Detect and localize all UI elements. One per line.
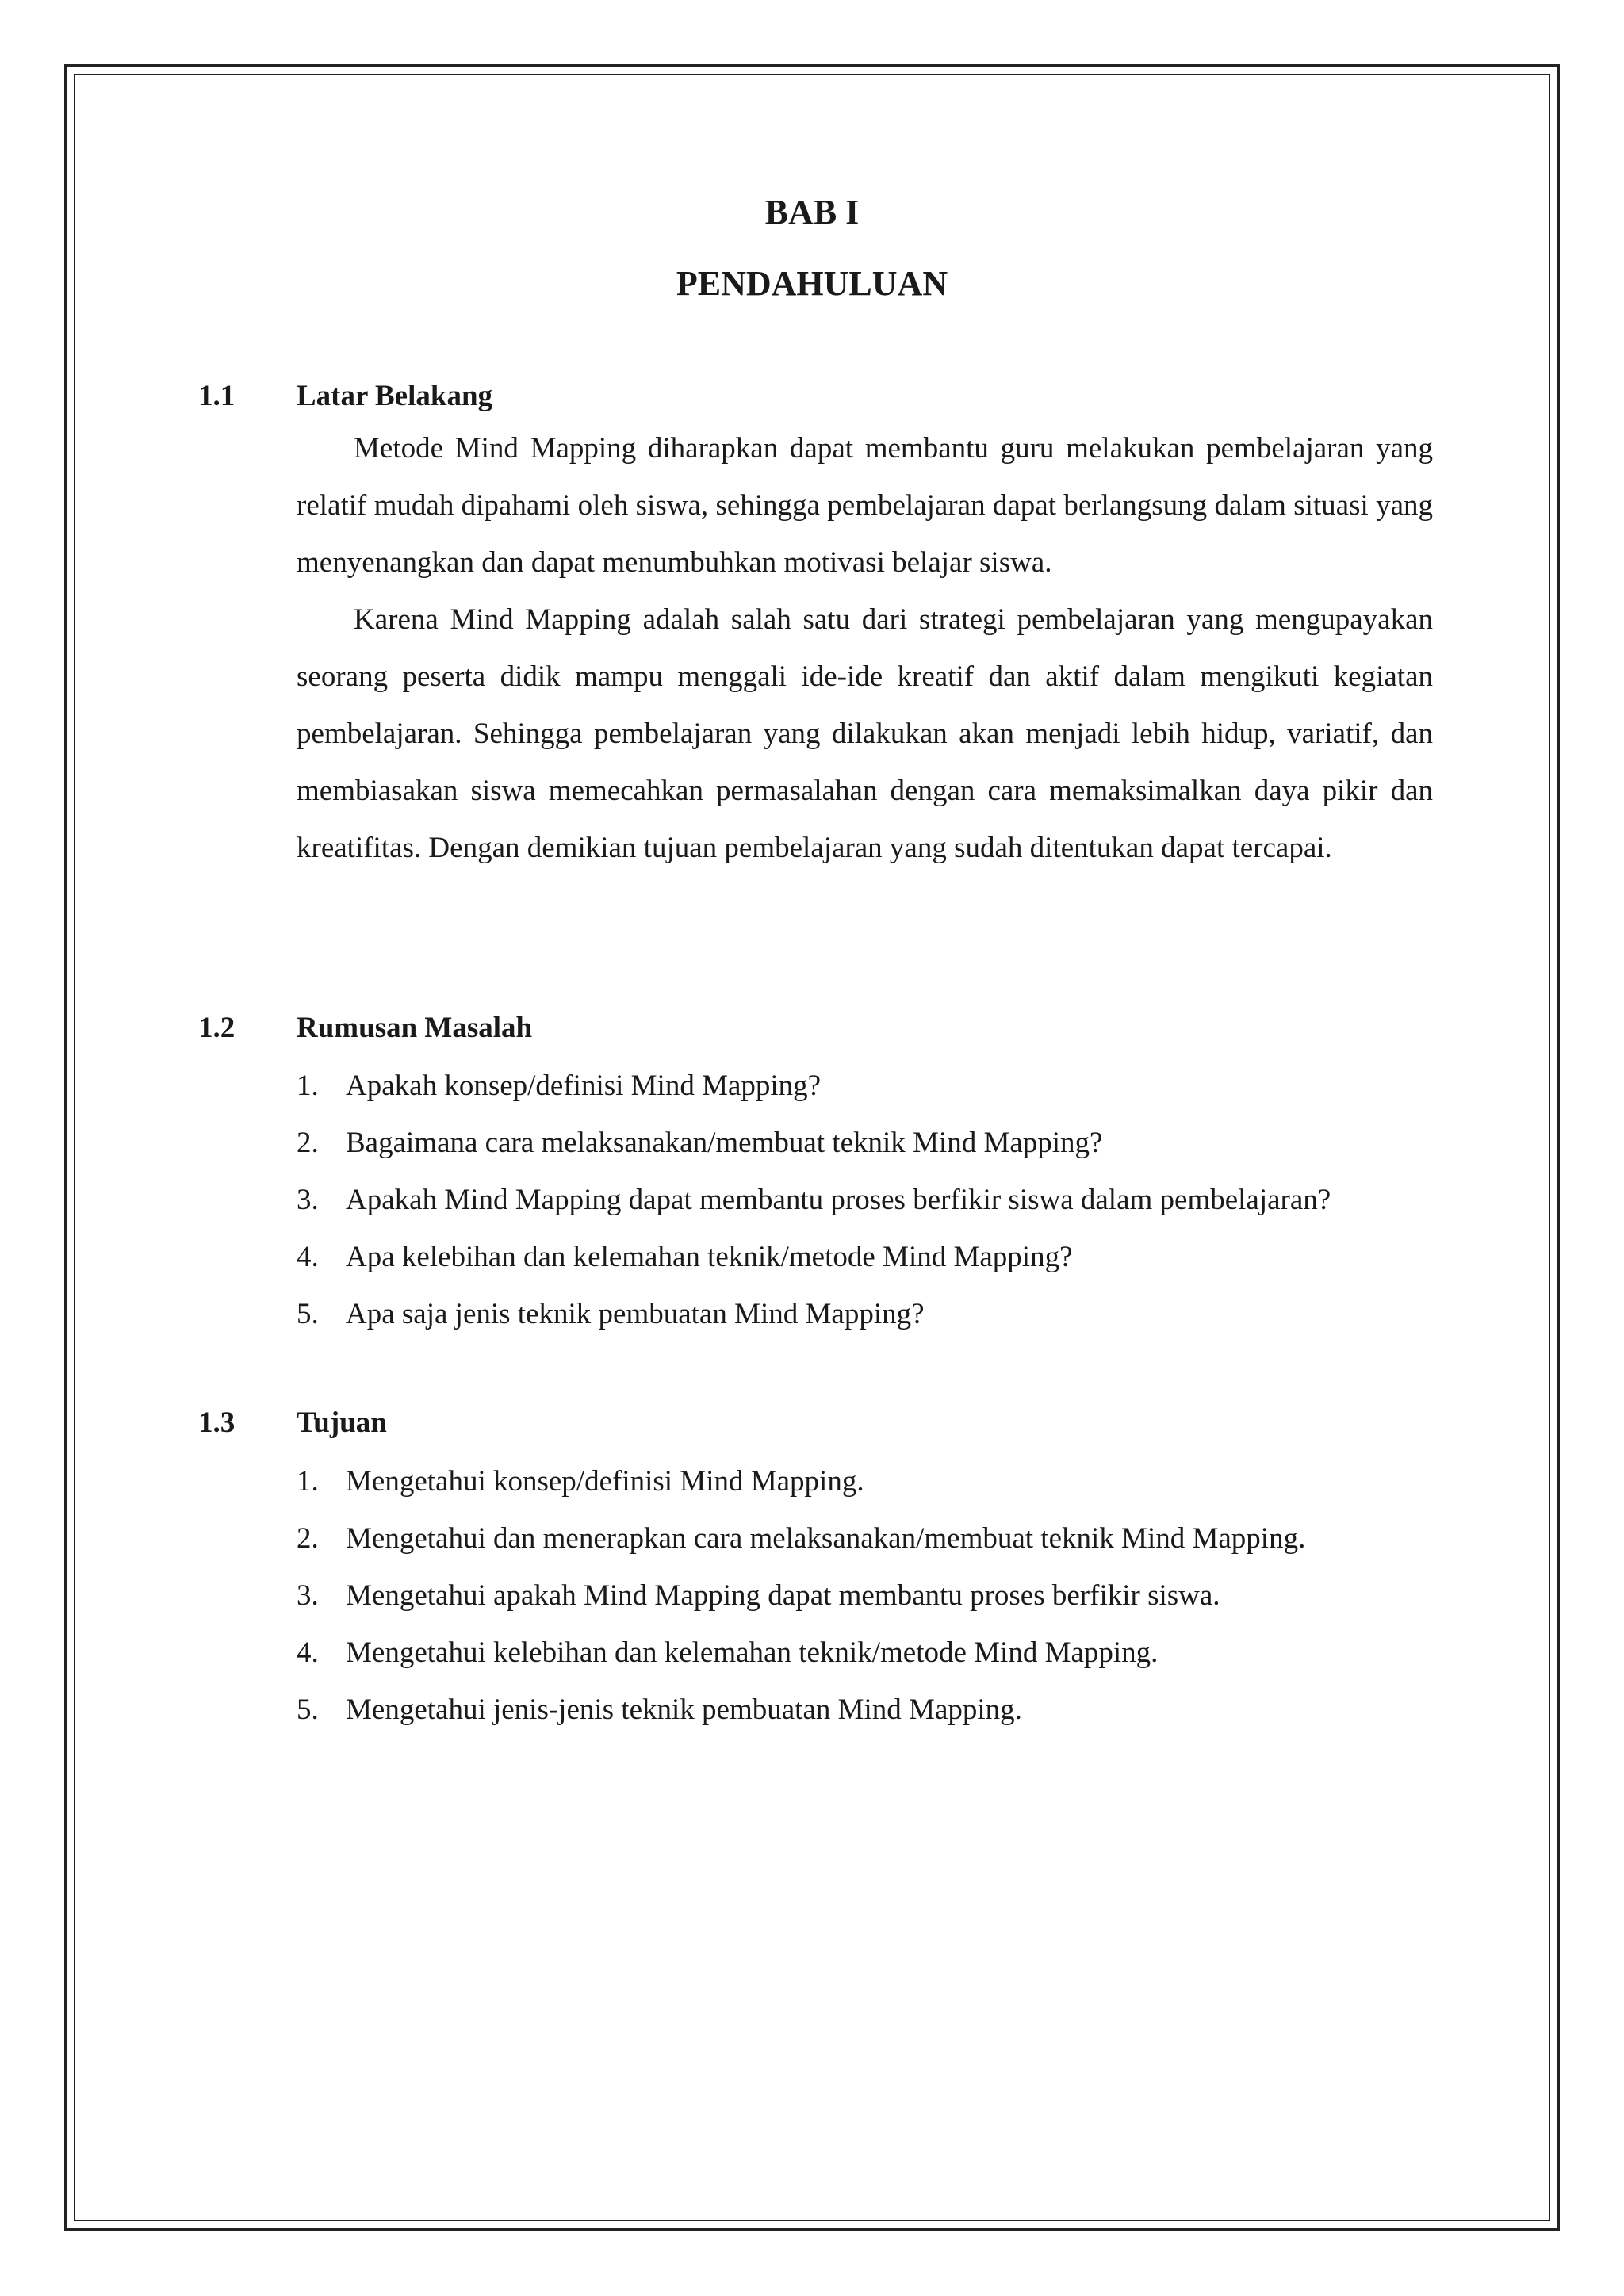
list-marker: 3. <box>297 1579 319 1612</box>
list-item-text: Apakah konsep/definisi Mind Mapping? <box>346 1070 822 1102</box>
chapter-label: BAB I <box>764 193 860 232</box>
list-item <box>297 1172 1454 1229</box>
list-item-text: Apa saja jenis teknik pembuatan Mind Mapping? <box>346 1298 925 1330</box>
list-marker: 3. <box>297 1184 319 1216</box>
paragraph: Karena Mind Mapping adalah salah satu dari strategi pembelajaran yang mengupayakan seorang peserta didik mampu menggali ide-ide kreatif dan aktif dalam mengikuti kegiatan pembelajaran. Sehingga pembelajaran yang dilakukan akan menjadi lebih hidup, variatif, dan membiasakan siswa memecahkan permasalahan dengan cara memaksimalkan daya pikir dan kreatifitas. Dengan demikian tujuan pembelajaran yang sudah ditentukan dapat tercapai. <box>297 603 1433 864</box>
list-item <box>297 1229 1454 1286</box>
list-item-text: Mengetahui dan menerapkan cara melaksanakan/membuat teknik Mind Mapping. <box>346 1522 1306 1555</box>
list-marker: 5. <box>297 1693 319 1726</box>
list-item-text: Mengetahui konsep/definisi Mind Mapping. <box>346 1465 864 1498</box>
list-marker: 1. <box>297 1070 319 1102</box>
list-marker: 1. <box>297 1465 319 1498</box>
rumusan-masalah-list <box>297 1058 1454 1343</box>
list-item-text: Mengetahui jenis-jenis teknik pembuatan Mind Mapping. <box>346 1693 1022 1726</box>
list-item <box>297 1115 1454 1172</box>
list-marker: 2. <box>297 1522 319 1555</box>
list-item-text: Mengetahui kelebihan dan kelemahan teknik/metode Mind Mapping. <box>346 1636 1159 1669</box>
section-number: 1.1 <box>198 380 236 412</box>
tujuan-list <box>297 1453 1454 1739</box>
list-item <box>297 1286 1454 1343</box>
list-marker: 5. <box>297 1298 319 1330</box>
list-marker: 2. <box>297 1127 319 1159</box>
section-title: Latar Belakang <box>297 380 493 412</box>
list-marker: 4. <box>297 1636 319 1669</box>
chapter-title: PENDAHULUAN <box>676 264 948 303</box>
section-title: Tujuan <box>297 1406 387 1439</box>
list-item <box>297 1682 1454 1739</box>
list-item-text: Apakah Mind Mapping dapat membantu proses berfikir siswa dalam pembelajaran? <box>346 1184 1331 1216</box>
list-item-text: Apa kelebihan dan kelemahan teknik/metode Mind Mapping? <box>346 1241 1073 1273</box>
section-number: 1.3 <box>198 1406 236 1439</box>
list-item <box>297 1510 1454 1567</box>
list-item <box>297 1058 1454 1115</box>
section-title: Rumusan Masalah <box>297 1012 533 1044</box>
list-item <box>297 1624 1454 1682</box>
list-item-text: Bagaimana cara melaksanakan/membuat teknik Mind Mapping? <box>346 1127 1103 1159</box>
paragraph: Metode Mind Mapping diharapkan dapat membantu guru melakukan pembelajaran yang relatif mudah dipahami oleh siswa, sehingga pembelajaran dapat berlangsung dalam situasi yang menyenangkan dan dapat menumbuhkan motivasi belajar siswa. <box>297 432 1433 579</box>
section-body-latar-belakang <box>297 420 1433 877</box>
list-marker: 4. <box>297 1241 319 1273</box>
list-item <box>297 1567 1454 1624</box>
list-item-text: Mengetahui apakah Mind Mapping dapat membantu proses berfikir siswa. <box>346 1579 1220 1612</box>
section-number: 1.2 <box>198 1012 236 1044</box>
list-item <box>297 1453 1454 1510</box>
